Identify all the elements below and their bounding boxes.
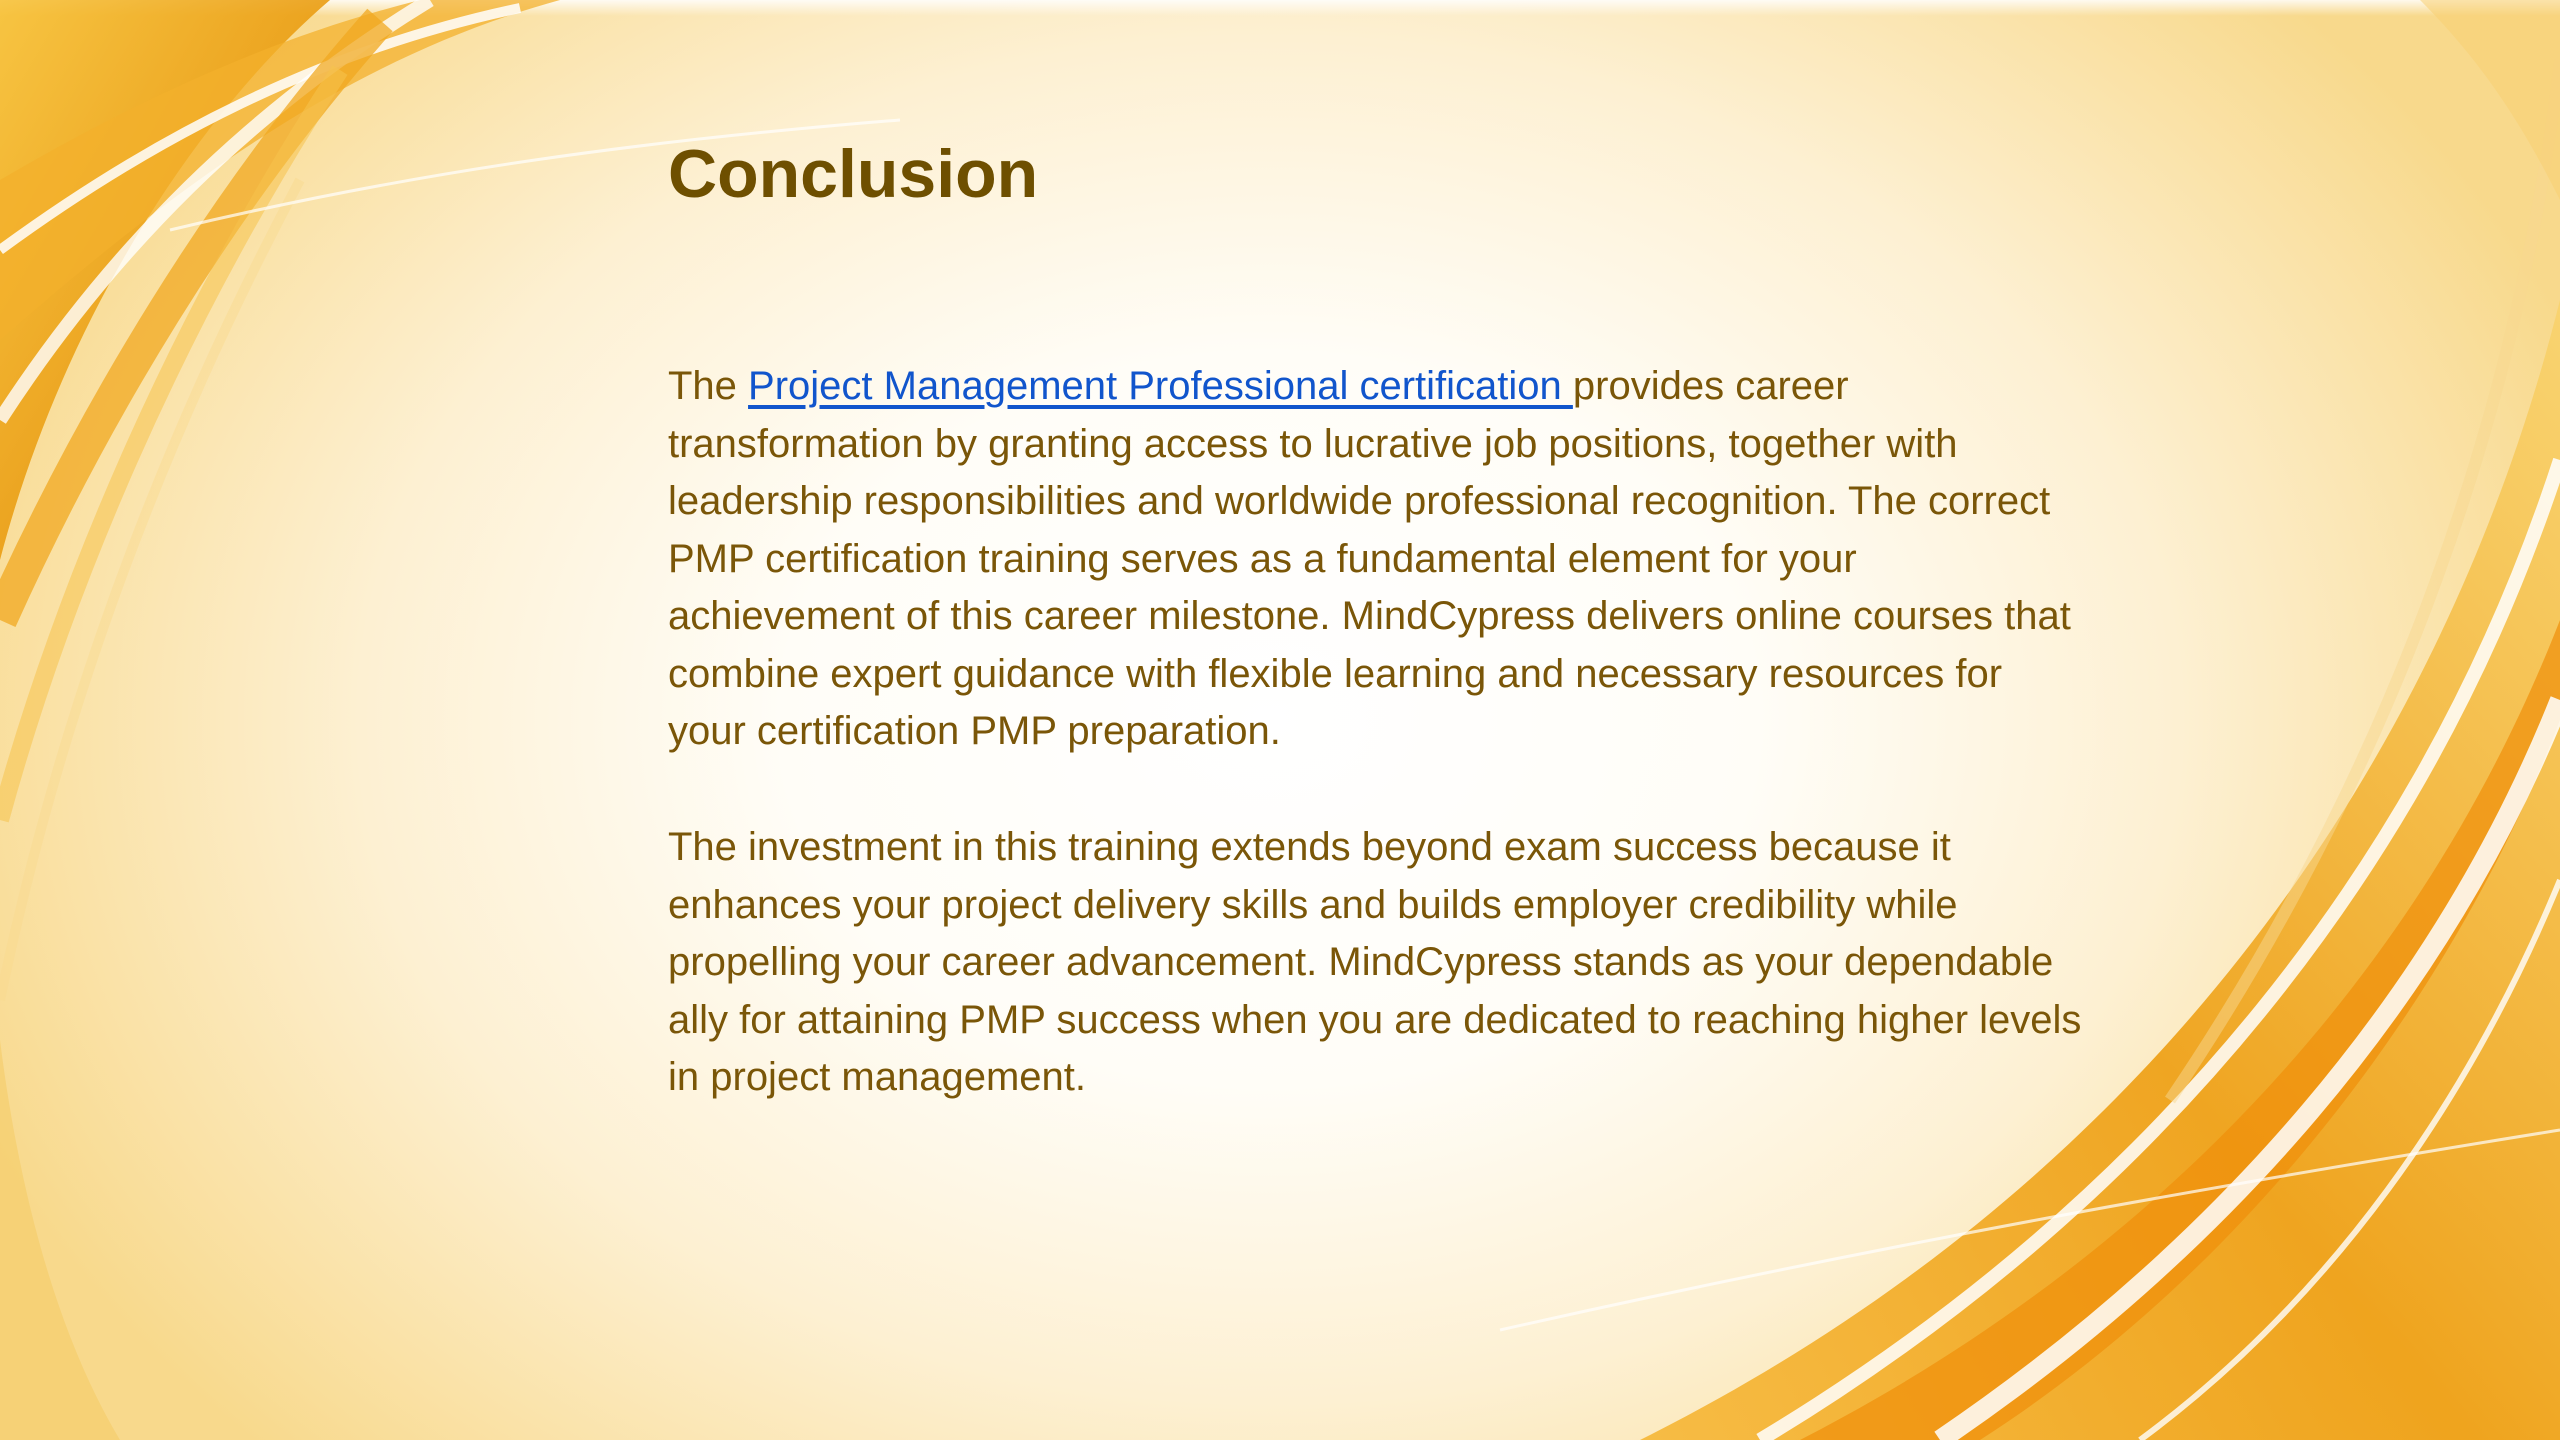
paragraph-1-text: provides career transformation by granting access to lucrative job positions, together with leadership responsibilities and worldwide professional recognition. The correct PMP certification training serves as a fundamental element for your achievement of this career milestone. MindCypress delivers online courses that combine expert guidance with flexible learning and necessary resources for your certification PMP preparation.: [668, 364, 2071, 753]
slide-title: Conclusion: [668, 136, 1039, 212]
paragraph-1: [668, 358, 2088, 761]
paragraph-1-prefix: The: [668, 364, 749, 408]
paragraph-2: The investment in this training extends beyond exam success because it enhances your project delivery skills and builds employer credibility while propelling your career advancement. MindCypress stands as your dependable ally for attaining PMP success when you are dedicated to reaching higher levels in project management.: [668, 825, 2082, 1099]
pmp-certification-link[interactable]: Project Management Professional certification: [748, 364, 1573, 408]
